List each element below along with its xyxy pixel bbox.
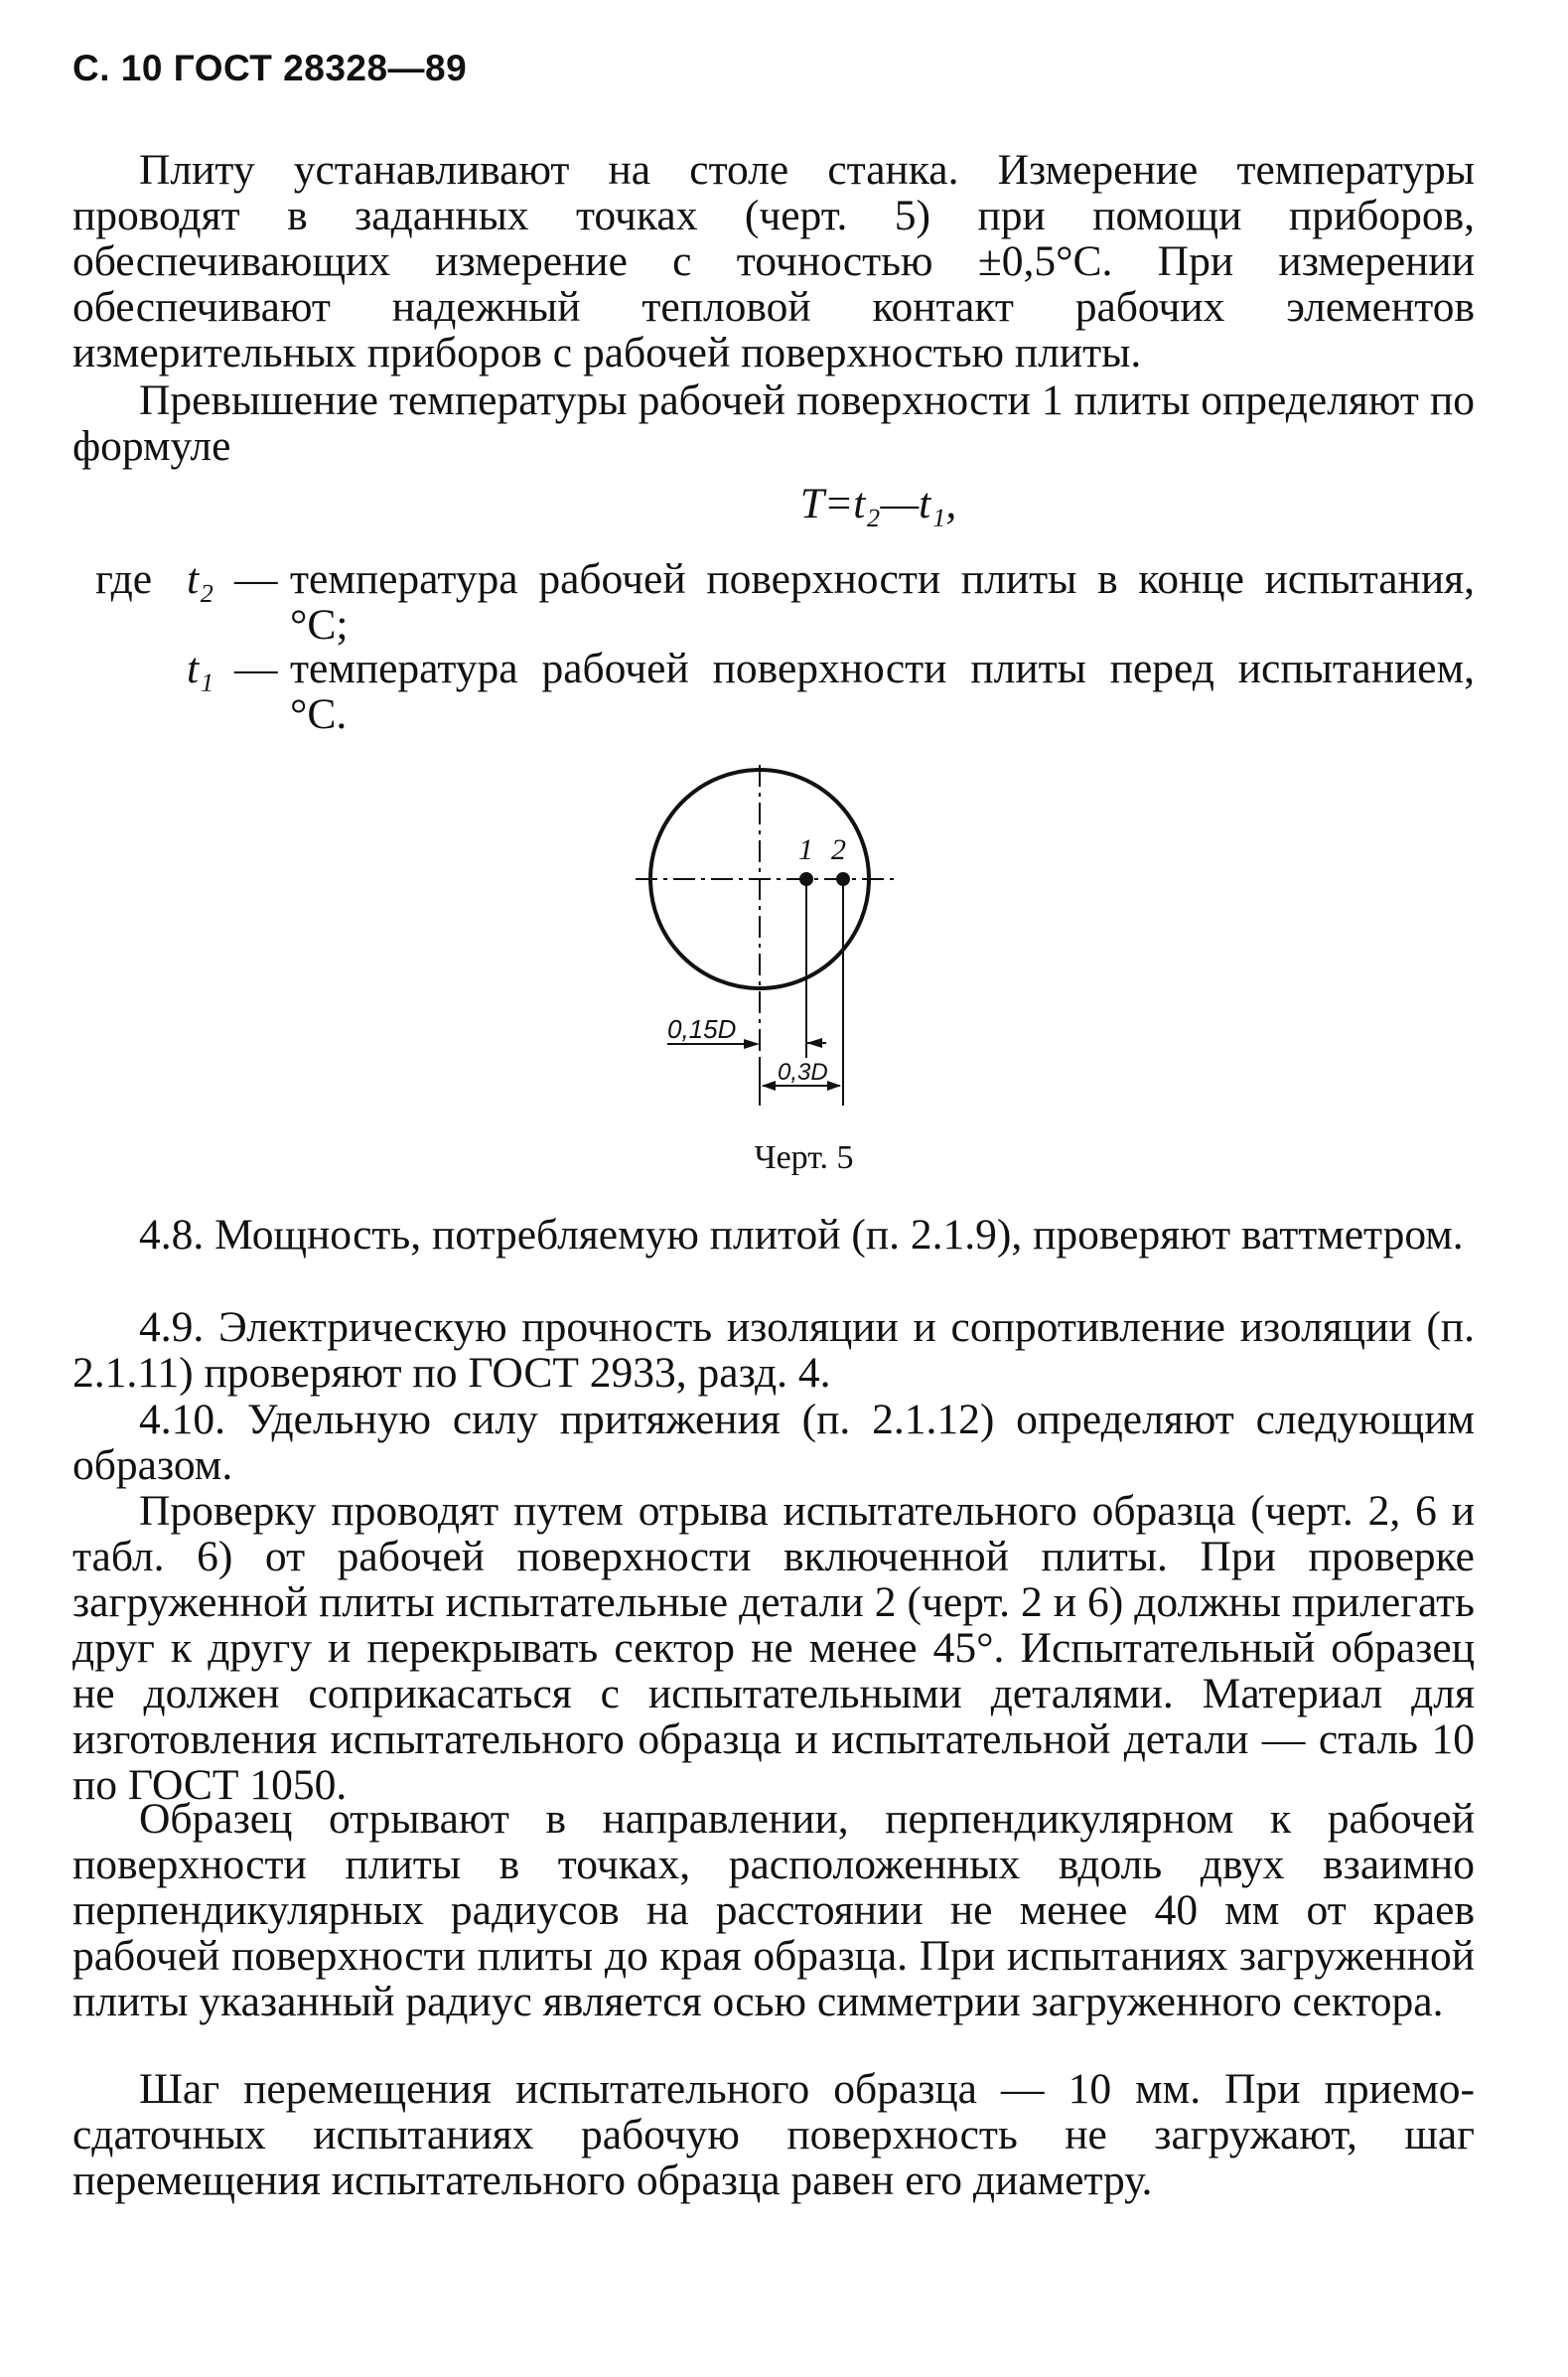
symbol-t2: t₂	[187, 555, 214, 603]
formula-text: T=t₂—t₁,	[799, 480, 957, 527]
dash: —	[234, 555, 278, 603]
definition-t2: температура рабочей поверхности плиты в конце испытания, °С;	[290, 555, 1475, 649]
arrowhead-015-right	[806, 1038, 822, 1048]
definition-t1: температура рабочей поверхности плиты перед испытанием, °С.	[290, 645, 1475, 738]
paragraph-4-9: 4.9. Электрическую прочность изоляции и сопротивление изоляции (п. 2.1.11) проверяют по ГОСТ 2933, разд. 4.	[72, 1303, 1475, 1397]
paragraph-check-procedure: Проверку проводят путем отрыва испытательного образца (черт. 2, 6 и табл. 6) от рабочей поверхности включенной плиты. При проверке загруженной плиты испытательные детали 2 (черт. 2 и 6) должны прилегать друг к другу и перекрывать сектор не менее 45°. Испытательный образец не должен соприкасаться с испытательными деталями. Материал для изготовления испытательного образца и испытательной детали — сталь 10 по ГОСТ 1050.	[72, 1487, 1475, 1809]
paragraph-plate-setup: Плиту устанавливают на столе станка. Измерение температуры проводят в заданных точках (черт. 5) при помощи приборов, обеспечивающих измерение с точностью ±0,5°С. При измерении обеспечивают надежный тепловой контакт рабочих элементов измерительных приборов с рабочей поверхностью плиты.	[72, 146, 1475, 376]
page-header: С. 10 ГОСТ 28328—89	[72, 48, 468, 88]
paragraph-temperature-excess: Превышение температуры рабочей поверхности 1 плиты определяют по формуле	[72, 376, 1475, 470]
figure-caption: Черт. 5	[754, 1139, 854, 1176]
paragraph-4-8: 4.8. Мощность, потребляемую плитой (п. 2.1.9), проверяют ваттметром.	[139, 1211, 1464, 1259]
dash: —	[234, 645, 278, 692]
formula	[0, 479, 1568, 528]
arrowhead-03-right	[827, 1081, 841, 1091]
where-t1	[0, 646, 1568, 737]
figure-5-diagram	[616, 760, 933, 1117]
measure-point-1	[799, 872, 813, 886]
dimension-label-015D: 0,15D	[667, 1014, 737, 1044]
measure-point-2	[836, 872, 850, 886]
where-label: где	[95, 555, 153, 603]
arrowhead-015	[744, 1039, 760, 1049]
symbol-t1: t₁	[187, 645, 214, 692]
label-point-1: 1	[798, 833, 813, 866]
arrowhead-03-left	[762, 1081, 776, 1091]
paragraph-step: Шаг перемещения испытательного образца — 10 мм. При приемо-сдаточных испытаниях рабочую поверхность не загружают, шаг перемещения испытательного образца равен его диаметру.	[72, 2065, 1475, 2204]
paragraph-sample-pulloff: Образец отрывают в направлении, перпендикулярном к рабочей поверхности плиты в точках, расположенных вдоль двух взаимно перпендикулярных радиусов на расстоянии не менее 40 мм от краев рабочей поверхности плиты до края образца. При испытаниях загруженной плиты указанный радиус является осью симметрии загруженного сектора.	[72, 1795, 1475, 2025]
paragraph-4-10: 4.10. Удельную силу притяжения (п. 2.1.12) определяют следующим образом.	[72, 1396, 1475, 1489]
label-point-2: 2	[831, 833, 846, 866]
dimension-label-03D: 0,3D	[778, 1059, 828, 1086]
where-t2	[0, 556, 1568, 648]
